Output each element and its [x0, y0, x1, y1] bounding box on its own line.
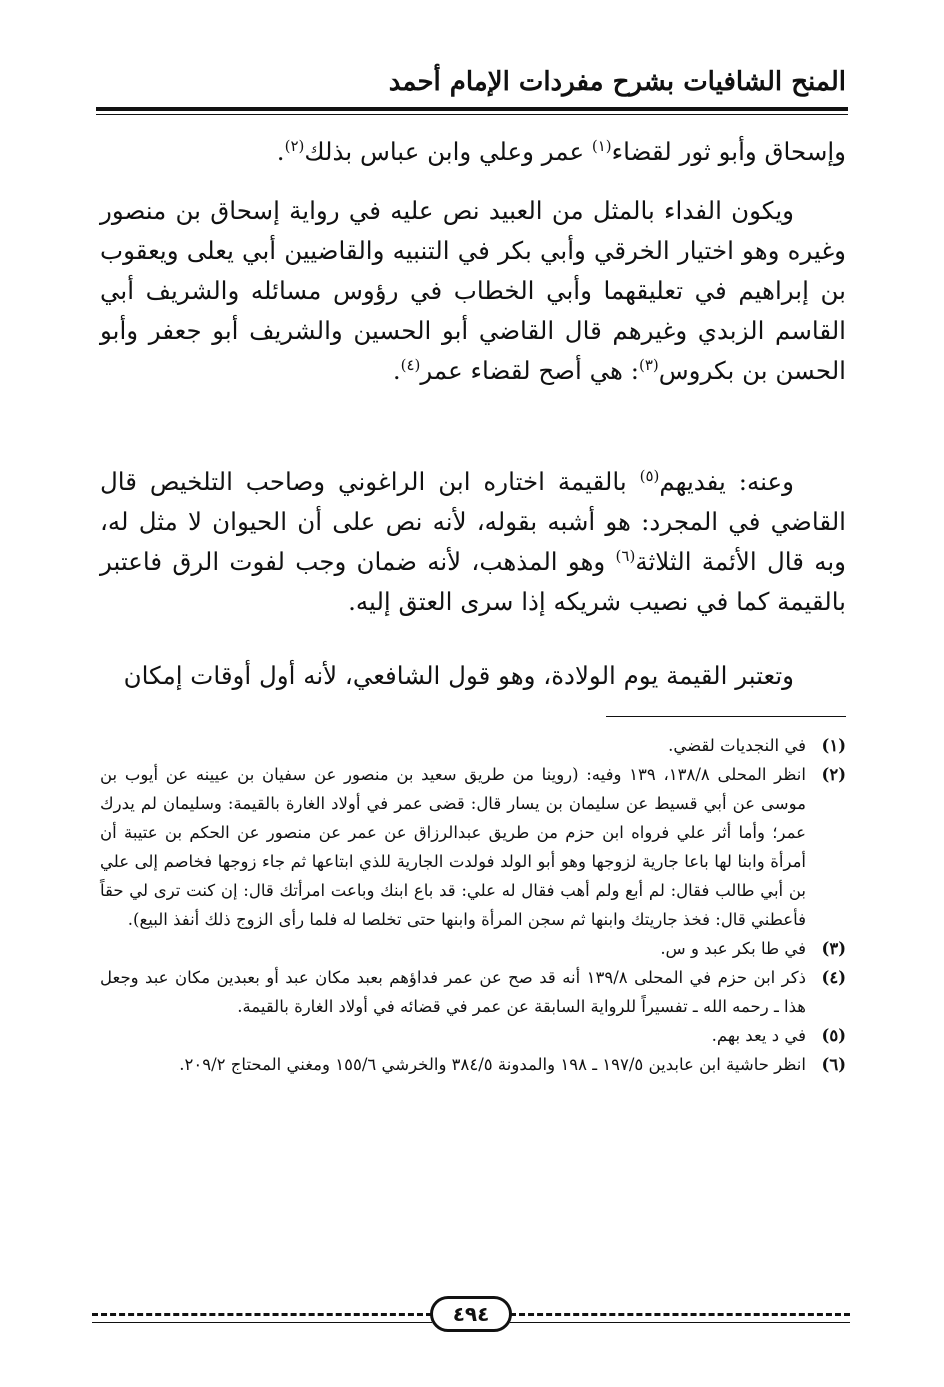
footnote-separator — [606, 716, 846, 717]
footnote-2 — [100, 760, 846, 934]
footnote-1 — [100, 731, 846, 760]
footnote-ref-1: (١) — [591, 136, 612, 155]
footnote-text: في النجديات لقضي. — [668, 736, 806, 755]
footnote-ref-3: (٣) — [638, 355, 659, 374]
page-number: ٤٩٤ — [430, 1296, 512, 1332]
footnote-number: (١) — [821, 736, 846, 755]
footnote-text: انظر حاشية ابن عابدين ١٩٧/٥ ـ ١٩٨ والمدونة ٣٨٤/٥ والخرشي ١٥٥/٦ ومغني المحتاج ٢٠٩/٢. — [179, 1055, 806, 1074]
paragraph-4-block — [100, 656, 846, 696]
footnotes — [100, 731, 846, 1079]
footnote-3 — [100, 934, 846, 963]
footnote-5 — [100, 1021, 846, 1050]
footnote-text: في طا بكر عبد و س. — [660, 939, 806, 958]
running-header-title: المنح الشافيات بشرح مفردات الإمام أحمد — [388, 67, 846, 97]
footnote-text: انظر المحلى ١٣٨/٨، ١٣٩ وفيه: (روينا من طريق سعيد بن منصور عن سفيان بن عيينه عن أيوب بن موسى عن أبي قسيط عن سليمان بن يسار قال: قضى عمر في أولاد الغارة بالقيمة: وسليمان لم يدرك عمر؛ وأما أثر علي فرواه ابن حزم من طريق عبدالرزاق عن عمر عن منصور عن الحكم بن عتيبة أن أمرأة وابنا لها باعا جارية لزوجها وهو أبو الولد فولدت الجارية للذي ابتاعها ثم جاء زوجها فخاصم إلى علي بن أبي طالب فقال: لم أبع ولم أهب فقال له علي: قد باع ابنك وباعت امرأتك قال: إن كنت ترى لي حقاً فأعطني قال: فخذ جاريتك وابنها ثم سجن المرأة وابنها حتى تخلصا له فلما رأى الزوج ذلك أنفذ البيع). — [100, 765, 806, 929]
header-rule-thick — [96, 107, 848, 111]
footnote-number: (٦) — [821, 1055, 846, 1074]
footnote-number: (٤) — [821, 968, 846, 987]
paragraph-3-block — [100, 462, 846, 622]
footer-rule-left — [92, 1322, 432, 1323]
footer-dashed-rule-left — [92, 1313, 432, 1316]
paragraph-3: وعنه: يفديهم$^{(٥)}$ بالقيمة اختاره ابن الراغوني وصاحب التلخيص قال القاضي في المجرد: هو أشبه بقوله، لأنه نص على أن الحيوان لا مثل له، وبه قال الأئمة الثلاثة$^{(٦)}$ وهو المذهب، لأنه ضمان وجب لفوت الرق فاعتبر بالقيمة كما في نصيب شريكه إذا سرى العتق إليه. — [100, 466, 846, 616]
header-rule-thin — [96, 114, 848, 115]
paragraph-1: وإسحاق وأبو ثور لقضاء$^{(١)}$ عمر وعلي وابن عباس بذلك$^{(٢)}$. — [276, 136, 846, 166]
paragraph-1-block — [100, 132, 846, 172]
footnote-text: في د يعد بهم. — [711, 1026, 806, 1045]
footnote-ref-2: (٢) — [284, 136, 305, 155]
footnote-number: (٥) — [821, 1026, 846, 1045]
footnote-ref-4: (٤) — [400, 355, 421, 374]
footnote-number: (٢) — [821, 765, 846, 784]
paragraph-4: وتعتبر القيمة يوم الولادة، وهو قول الشافعي، لأنه أول أوقات إمكان — [123, 661, 794, 690]
footer-dashed-rule-right — [510, 1313, 850, 1316]
footnote-ref-6: (٦) — [615, 546, 636, 565]
footnote-text: ذكر ابن حزم في المحلى ١٣٩/٨ أنه قد صح عن عمر فداؤهم بعبد مكان عبد أو بعبدين مكان عبد وجعل هذا ـ رحمه الله ـ تفسيراً للرواية السابقة عن عمر في قضائه في أولاد الغارة بالقيمة. — [100, 968, 806, 1016]
footnote-4 — [100, 963, 846, 1021]
footnote-number: (٣) — [821, 939, 846, 958]
paragraph-2-block — [100, 191, 846, 391]
footnote-6 — [100, 1050, 846, 1079]
footnote-ref-5: (٥) — [639, 466, 660, 485]
footer-rule-right — [510, 1322, 850, 1323]
paragraph-2: ويكون الفداء بالمثل من العبيد نص عليه في رواية إسحاق بن منصور وغيره وهو اختيار الخرقي وأبي بكر في التنبيه والقاضيين أبي يعلى ويعقوب بن إبراهيم في تعليقهما وأبي الخطاب في رؤوس مسائله والشريف أبي القاسم الزبدي وغيرهم قال القاضي أبو الحسين والشريف أبو جعفر وأبو الحسن بن بكروس$^{(٣)}$: هي أصح لقضاء عمر$^{(٤)}$. — [100, 196, 846, 385]
